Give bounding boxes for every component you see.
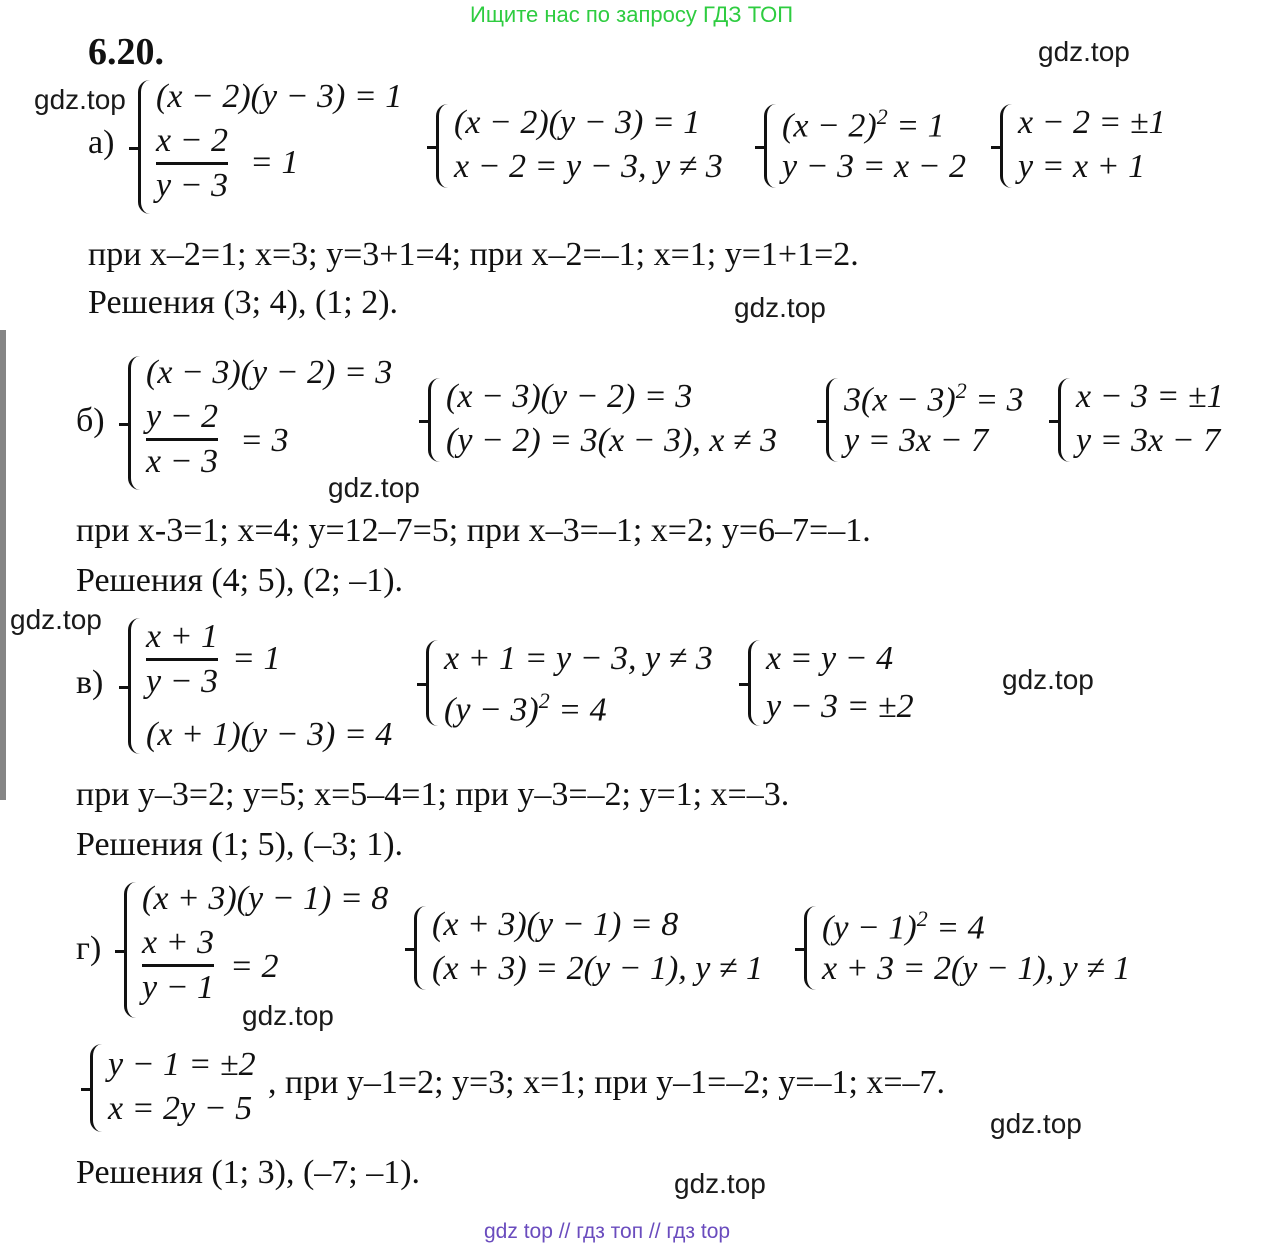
system-original	[128, 356, 418, 490]
equation: y − 1 = ±2	[108, 1046, 256, 1083]
numerator: x − 2	[156, 122, 229, 159]
brace	[428, 378, 445, 462]
brace	[90, 1044, 107, 1132]
top-banner: Ищите нас по запросу ГДЗ ТОП	[470, 2, 794, 27]
denominator: y − 3	[156, 167, 229, 204]
system	[764, 104, 984, 188]
brace	[826, 378, 843, 462]
equation	[782, 106, 945, 143]
denominator: y − 3	[146, 663, 219, 700]
exponent: 2	[876, 104, 888, 129]
watermark: gdz.top	[1038, 36, 1130, 67]
equation: (x + 3)(y − 1) = 8	[432, 906, 679, 943]
system	[436, 104, 746, 188]
exponent: 2	[916, 906, 928, 931]
equation-rhs: = 2	[230, 948, 279, 985]
brace	[1058, 378, 1075, 462]
answer-line: Решения (1; 5), (–3; 1).	[76, 826, 404, 863]
fraction-bar	[142, 964, 214, 967]
equation: y = 3x − 7	[1076, 422, 1221, 459]
brace	[138, 80, 155, 214]
solution-line: , при y–1=2; y=3; x=1; при y–1=–2; y=–1; x=–7.	[268, 1064, 946, 1101]
denominator: y − 1	[142, 969, 215, 1006]
equation-rhs: = 1	[250, 144, 299, 181]
brace	[124, 882, 141, 1018]
system	[426, 640, 726, 729]
solution-line: при x–2=1; x=3; y=3+1=4; при x–2=–1; x=1; y=1+1=2.	[88, 236, 859, 273]
exponent: 2	[955, 378, 967, 403]
equation	[822, 908, 985, 945]
part-label: а)	[88, 124, 115, 161]
base: (x − 2)	[782, 107, 877, 145]
watermark: gdz.top	[734, 292, 826, 323]
watermark: gdz.top	[242, 1000, 334, 1031]
system	[804, 906, 1154, 990]
equation: x = 2y − 5	[108, 1090, 253, 1127]
brace	[748, 640, 765, 726]
footer-links: gdz top // гдз топ // гдз top	[484, 1220, 731, 1243]
equation: (x + 3)(y − 1) = 8	[142, 880, 389, 917]
fraction-bar	[156, 162, 228, 165]
watermark: gdz.top	[1002, 664, 1094, 695]
equation: (x − 3)(y − 2) = 3	[446, 378, 693, 415]
system-original	[124, 882, 404, 1018]
part-label: г)	[76, 930, 102, 967]
answer-line: Решения (4; 5), (2; –1).	[76, 562, 404, 599]
fraction	[146, 398, 218, 481]
equation: y − 3 = x − 2	[782, 148, 967, 185]
fraction	[142, 924, 214, 1007]
watermark: gdz.top	[10, 604, 102, 635]
equation: x − 3 = ±1	[1076, 378, 1224, 415]
equation: x − 2 = ±1	[1018, 104, 1166, 141]
scan-edge	[0, 330, 6, 800]
rhs: = 3	[966, 381, 1024, 419]
equation-rhs: = 1	[232, 640, 281, 677]
brace	[764, 104, 781, 188]
fraction-bar	[146, 438, 218, 441]
fraction-bar	[146, 658, 218, 661]
exponent: 2	[538, 688, 550, 713]
system	[1058, 378, 1258, 462]
system-original	[138, 80, 418, 214]
answer-line: Решения (1; 3), (–7; –1).	[76, 1154, 421, 1191]
equation: y − 3 = ±2	[766, 688, 914, 725]
brace	[804, 906, 821, 990]
rhs: = 4	[549, 691, 607, 729]
numerator: x + 1	[146, 618, 219, 655]
base: (y − 3)	[444, 691, 539, 729]
brace	[414, 906, 431, 990]
fraction	[156, 122, 228, 205]
numerator: x + 3	[142, 924, 215, 961]
solution-line: при y–3=2; y=5; x=5–4=1; при y–3=–2; y=1; x=–3.	[76, 776, 790, 813]
fraction	[146, 618, 218, 701]
watermark: gdz.top	[990, 1108, 1082, 1139]
equation: x + 3 = 2(y − 1), y ≠ 1	[822, 950, 1131, 987]
system	[826, 378, 1046, 462]
system-original	[128, 618, 408, 754]
system	[90, 1044, 280, 1132]
base: 3(x − 3)	[844, 381, 956, 419]
brace	[426, 640, 443, 726]
equation: y = x + 1	[1018, 148, 1146, 185]
equation	[444, 690, 607, 727]
equation: x + 1 = y − 3, y ≠ 3	[444, 640, 713, 677]
brace	[1000, 104, 1017, 188]
equation: (x + 1)(y − 3) = 4	[146, 716, 393, 753]
equation: (y − 2) = 3(x − 3), x ≠ 3	[446, 422, 778, 459]
answer-line: Решения (3; 4), (1; 2).	[88, 284, 399, 321]
brace	[128, 618, 145, 754]
watermark: gdz.top	[328, 472, 420, 503]
watermark: gdz.top	[34, 84, 126, 115]
problem-number: 6.20.	[88, 31, 164, 73]
system	[428, 378, 808, 462]
part-label: в)	[76, 664, 104, 701]
brace	[436, 104, 453, 188]
system	[414, 906, 794, 990]
equation: y = 3x − 7	[844, 422, 989, 459]
system	[748, 640, 938, 726]
equation	[844, 380, 1024, 417]
watermark: gdz.top	[674, 1168, 766, 1199]
rhs: = 1	[887, 107, 945, 145]
numerator: y − 2	[146, 398, 219, 435]
part-label: б)	[76, 402, 105, 439]
equation: x = y − 4	[766, 640, 894, 677]
base: (y − 1)	[822, 909, 917, 947]
equation: (x + 3) = 2(y − 1), y ≠ 1	[432, 950, 764, 987]
system	[1000, 104, 1180, 188]
brace	[128, 356, 145, 490]
rhs: = 4	[927, 909, 985, 947]
denominator: x − 3	[146, 443, 219, 480]
equation: (x − 2)(y − 3) = 1	[454, 104, 701, 141]
equation-rhs: = 3	[240, 422, 289, 459]
equation: x − 2 = y − 3, y ≠ 3	[454, 148, 723, 185]
equation: (x − 3)(y − 2) = 3	[146, 354, 393, 391]
equation: (x − 2)(y − 3) = 1	[156, 78, 403, 115]
solution-line: при x-3=1; x=4; y=12–7=5; при x–3=–1; x=2; y=6–7=–1.	[76, 512, 871, 549]
